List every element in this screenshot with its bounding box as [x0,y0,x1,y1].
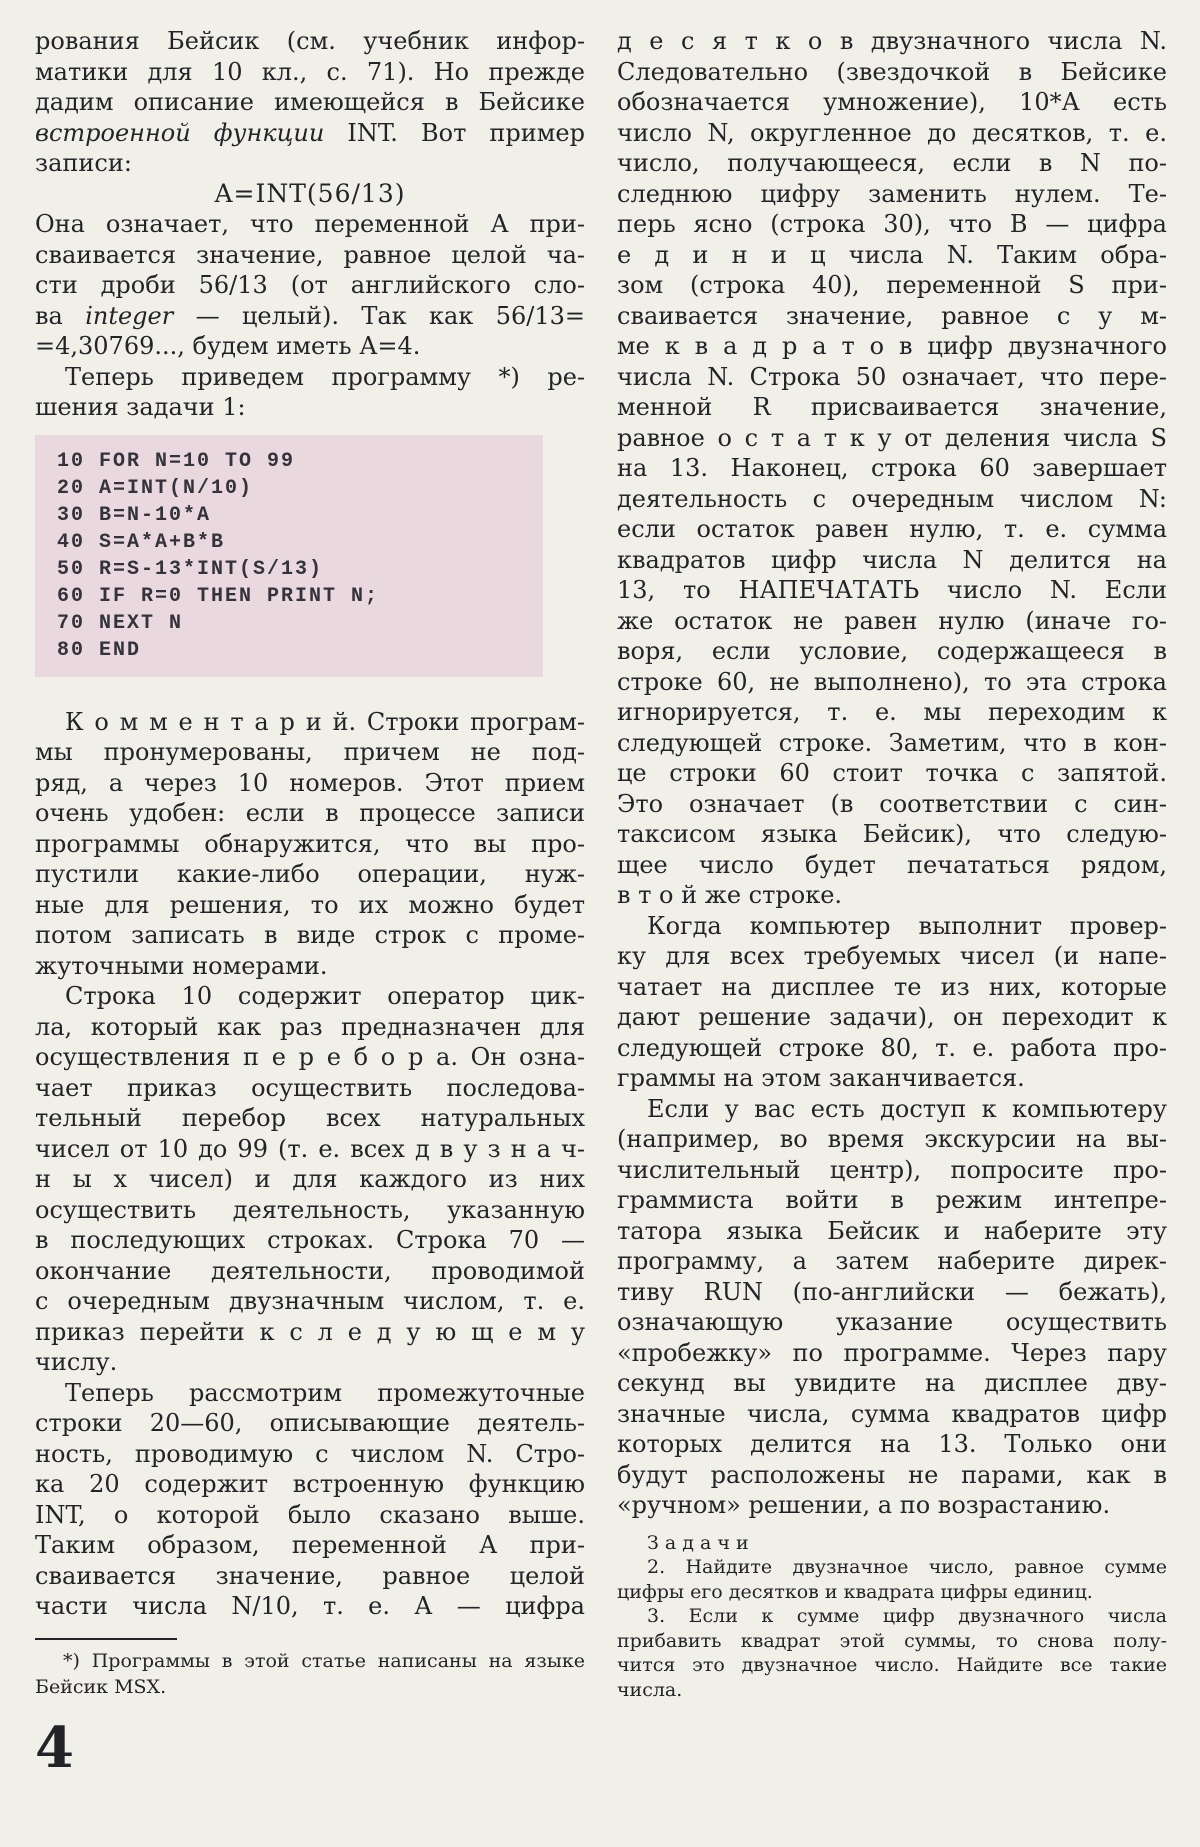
text-line: Если у вас есть доступ к компьютеру [647,1094,1167,1123]
commentary-paragraph [35,707,585,982]
text-line: 20 A=INT(N/10) [57,476,254,500]
text-line: потом записать в виде строк с проме- [35,921,585,949]
text-line: менной R присваивается значение, [617,393,1167,421]
text-line: мы пронумерованы, причем не под- [35,738,585,766]
text-line: следующей строке. Заметим, что в кон- [617,728,1167,757]
int-explanation-paragraph [35,209,585,362]
text-line: тиву RUN (по-английски — бежать), [617,1277,1167,1306]
text-line: следнюю цифру заменить нулем. Те- [617,179,1167,208]
text-line: числа. [617,1678,683,1701]
task-3 [617,1604,1167,1702]
text-line: ность, проводимую с числом N. Стро- [35,1439,585,1468]
text-line: Она означает, что переменной А при- [35,210,585,238]
text-line: це строки 60 стоит точка с запятой. [617,759,1167,787]
text-line: ные для решения, то их можно будет [35,890,585,919]
text-line: сваивается значение, равное с у м- [617,301,1167,330]
text-line: Следовательно (звездочкой в Бейсике [617,57,1167,86]
text-line: Это означает (в соответствии с син- [617,789,1167,818]
text-line: цифры его десятков и квадрата цифры единиц. [617,1580,1093,1603]
text-line: ряд, а через 10 номеров. Этот прием [35,768,585,797]
text-line: Таким образом, переменной А при- [35,1531,585,1559]
text-line: числу. [35,1348,118,1376]
text-line: Строка 10 содержит оператор цик- [65,982,585,1010]
text-line: встроенной функции INT. Вот пример [35,118,585,147]
text-line: строки 20—60, описывающие деятель- [35,1409,585,1437]
text-line: чатает на дисплее те из них, которые [617,972,1167,1001]
text-line: сти дроби 56/13 (от английского сло- [35,271,585,299]
text-line: INT, о которой было сказано выше. [35,1500,585,1529]
text-line: матики для 10 кл., с. 71). Но прежде [35,57,585,86]
text-line: будут расположены не парами, как в [617,1460,1167,1489]
text-line: шения задачи 1: [35,393,246,421]
text-line: граммы на этом заканчивается. [617,1064,1025,1092]
text-line: 70 NEXT N [57,611,184,635]
int-formula: A=INT(56/13) [214,178,406,208]
text-line: ва integer — целый). Так как 56/13= [35,301,585,330]
text-line: деятельность с очередным числом N: [617,484,1167,513]
text-line: 50 R=S-13*INT(S/13) [57,557,324,581]
text-line: ла, который как раз предназначен для [35,1012,585,1041]
line10-explanation-paragraph [35,981,585,1378]
text-line: Когда компьютер выполнит провер- [647,911,1167,940]
footnote [35,1638,585,1700]
text-line: сваивается значение, равное целой [35,1561,585,1590]
lines20-60-paragraph [35,1378,585,1622]
text-line: ку для всех требуемых чисел (и напе- [617,942,1167,970]
text-line: пустили какие-либо операции, нуж- [35,860,585,888]
text-line: строке 60, не выполнено), то эта строка [617,667,1167,696]
task-2 [617,1555,1167,1604]
text-line: щее число будет печататься рядом, [617,850,1167,879]
computer-check-paragraph [617,911,1167,1094]
text-line: ме к в а д р а т о в цифр двузначного [617,332,1167,360]
computer-access-paragraph [617,1094,1167,1521]
text-line: следующей строке 80, т. е. работа про- [617,1033,1167,1062]
text-line: граммиста войти в режим интепре- [617,1186,1167,1214]
text-line: К о м м е н т а р и й. Строки програм- [65,707,585,736]
page-number: 4 [35,1715,74,1781]
text-line: таксисом языка Бейсик), что следую- [617,820,1167,848]
text-line: рования Бейсик (см. учебник инфор- [35,27,585,55]
text-line: игнорируется, т. е. мы переходим к [617,698,1167,726]
text-line: д е с я т к о в двузначного числа N. [617,27,1167,55]
text-line: число N, округленное до десятков, т. е. [617,118,1167,147]
text-line: которых делится на 13. Только они [617,1430,1167,1458]
text-line: 60 IF R=0 THEN PRINT N; [57,584,380,608]
text-line: 2. Найдите двузначное число, равное сумме [647,1556,1167,1578]
text-line: программы обнаружится, что вы про- [35,829,585,858]
tasks-section [617,1531,1167,1703]
text-line: прибавить квадрат этой суммы, то снова полу- [617,1629,1167,1652]
text-line: зом (строка 40), переменной S при- [617,271,1167,299]
text-line: Теперь приведем программу *) ре- [65,362,585,391]
text-line: 13, то НАПЕЧАТАТЬ число N. Если [617,576,1167,604]
text-line: «пробежку» по программе. Через пару [617,1338,1167,1367]
text-line: (например, во время экскурсии на вы- [617,1125,1167,1153]
footnote-text [35,1648,585,1700]
text-line: числительный центр), попросите про- [617,1155,1167,1184]
text-line: если остаток равен нулю, т. е. сумма [617,515,1167,543]
text-line: сваивается значение, равное целой ча- [35,240,585,269]
text-line: же остаток не равен нулю (иначе го- [617,606,1167,635]
text-line: с очередным двузначным числом, т. е. [35,1287,585,1315]
text-line: квадратов цифр числа N делится на [617,545,1167,574]
text-line: татора языка Бейсик и наберите эту [617,1216,1167,1245]
text-line: Бейсик MSX. [35,1675,167,1698]
text-line: окончание деятельности, проводимой [35,1256,585,1285]
two-column-text [35,26,1167,1702]
text-line: воря, если условие, содержащееся в [617,637,1167,665]
intro-paragraph [35,26,585,179]
text-line: осуществить деятельность, указанную [35,1195,585,1224]
text-line: части числа N/10, т. е. А — цифра [35,1592,585,1620]
text-line: 3. Если к сумме цифр двузначного числа [647,1605,1167,1627]
text-line: приказ перейти к с л е д у ю щ е м у [35,1317,585,1346]
right-column [617,26,1167,1702]
text-line: е д и н и ц числа N. Таким обра- [617,240,1167,269]
text-line: 80 END [57,638,142,662]
text-line: ка 20 содержит встроенную функцию [35,1470,585,1498]
text-line: «ручном» решении, а по возрастанию. [617,1491,1111,1519]
left-column [35,26,585,1702]
text-line: обозначается умножение), 10*А есть [617,88,1167,116]
text-line: Теперь рассмотрим промежуточные [65,1378,585,1407]
text-line: 40 S=A*A+B*B [57,530,226,554]
text-line: означающую указание осуществить [617,1308,1167,1336]
text-line: чится это двузначное число. Найдите все такие [617,1654,1167,1676]
tasks-header: З а д а ч и [647,1531,749,1554]
text-line: дадим описание имеющейся в Бейсике [35,88,585,116]
footnote-rule [35,1638,177,1640]
text-line: чисел от 10 до 99 (т. е. всех д в у з н а ч- [35,1134,585,1163]
digits-explanation-paragraph [617,26,1167,911]
text-line: =4,30769..., будем иметь А=4. [35,332,421,360]
text-line: тельный перебор всех натуральных [35,1104,585,1132]
text-line: жуточными номерами. [35,951,328,980]
text-line: осуществления п е р е б о р а. Он озна- [35,1043,585,1071]
text-line: числа N. Строка 50 означает, что пере- [617,362,1167,391]
text-line: в последующих строках. Строка 70 — [35,1226,585,1254]
basic-program-listing [35,435,543,677]
text-line: *) Программы в этой статье написаны на языке [63,1649,585,1672]
text-line: на 13. Наконец, строка 60 завершает [617,454,1167,482]
text-line: перь ясно (строка 30), что В — цифра [617,210,1167,238]
text-line: 30 B=N-10*A [57,503,212,527]
text-line: число, получающееся, если в N по- [617,149,1167,177]
program-intro-paragraph [35,362,585,423]
text-line: дают решение задачи), он переходит к [617,1003,1167,1031]
text-line: равное о с т а т к у от деления числа S [617,423,1167,452]
text-line: 10 FOR N=10 TO 99 [57,449,296,473]
text-line: в т о й же строке. [617,881,843,909]
text-line: программу, а затем наберите дирек- [617,1247,1167,1275]
text-line: секунд вы увидите на дисплее дву- [617,1369,1167,1397]
text-line: н ы х чисел) и для каждого из них [35,1165,585,1193]
text-line: записи: [35,149,132,177]
text-line: значные числа, сумма квадратов цифр [617,1399,1167,1428]
text-line: чает приказ осуществить последова- [35,1073,585,1102]
text-line: очень удобен: если в процессе записи [35,799,585,827]
